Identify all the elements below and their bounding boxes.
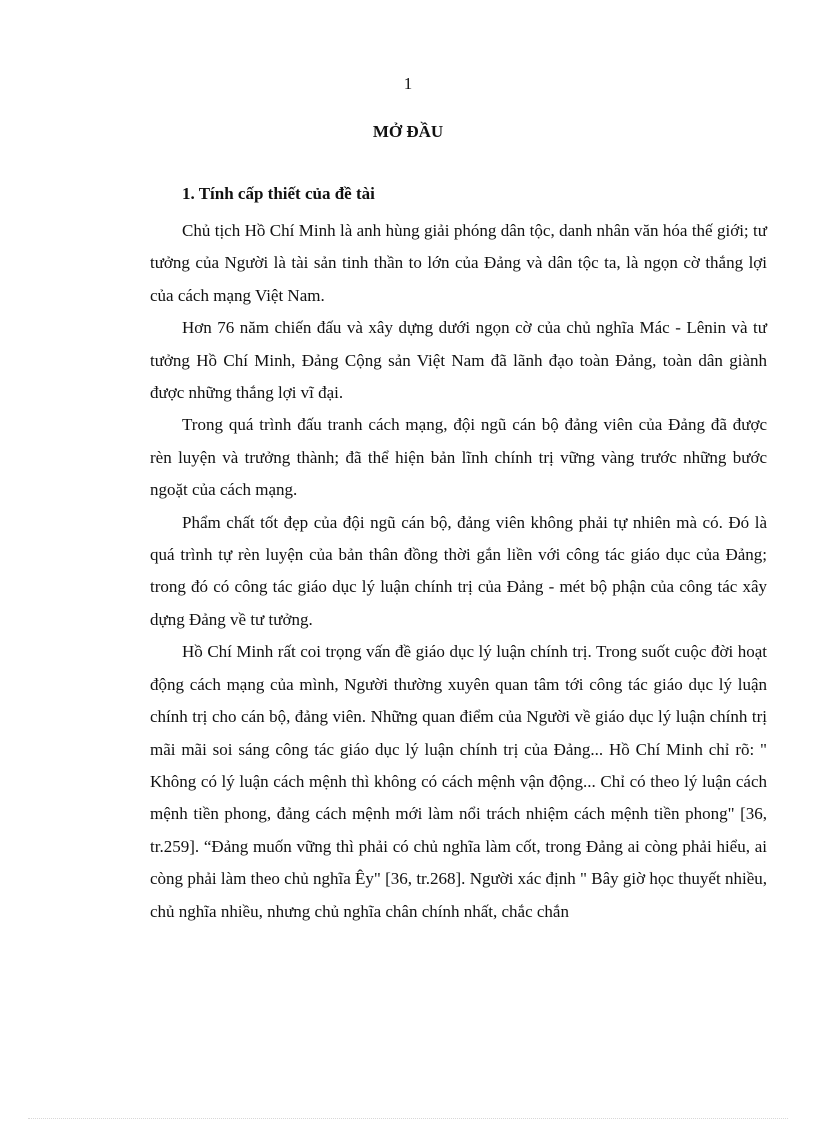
page-bottom-divider (28, 1118, 788, 1119)
paragraph-2: Hơn 76 năm chiến đấu và xây dựng dưới ngọn cờ của chủ nghĩa Mác - Lênin và tư tưởng Hồ Chí Minh, Đảng Cộng sản Việt Nam đã lãnh đạo toàn Đảng, toàn dân giành được những thắng lợi vĩ đại. (150, 318, 767, 403)
page-number: 1 (403, 74, 413, 93)
section-heading: 1. Tính cấp thiết của đề tài (182, 184, 375, 203)
paragraph-1: Chủ tịch Hồ Chí Minh là anh hùng giải phóng dân tộc, danh nhân văn hóa thế giới; tư tưởng của Người là tài sản tinh thần to lớn của Đảng và dân tộc ta, là ngọn cờ thắng lợi của cách mạng Việt Nam. (150, 221, 767, 305)
body-text (150, 215, 767, 928)
paragraph-3: Trong quá trình đấu tranh cách mạng, đội ngũ cán bộ đảng viên của Đảng đã được rèn luyện và trưởng thành; đã thể hiện bản lĩnh chính trị vững vàng trước những bước ngoặt của cách mạng. (150, 415, 767, 500)
document-title: MỞ ĐẦU (372, 122, 444, 141)
paragraph-4: Phẩm chất tốt đẹp của đội ngũ cán bộ, đảng viên không phải tự nhiên mà có. Đó là quá trình tự rèn luyện của bản thân đồng thời gắn liền với công tác giáo dục của Đảng; trong đó có công tác giáo dục lý luận chính trị của Đảng - mét bộ phận của công tác xây dựng Đảng về tư tưởng. (150, 512, 767, 629)
paragraph-5: Hồ Chí Minh rất coi trọng vấn đề giáo dục lý luận chính trị. Trong suốt cuộc đời hoạt động cách mạng của mình, Người thường xuyên quan tâm tới công tác giáo dục lý luận chính trị cho cán bộ, đảng viên. Những quan điểm của Người về giáo dục lý luận chính trị mãi mãi soi sáng công tác giáo dục lý luận chính trị của Đảng... Hồ Chí Minh chỉ rõ: " Không có lý luận cách mệnh thì không có cách mệnh vận động... Chỉ có theo lý luận cách mệnh tiền phong, đảng cách mệnh mới làm nổi trách nhiệm cách mệnh tiền phong" [36, tr.259]. “Đảng muốn vững thì phải có chủ nghĩa làm cốt, trong Đảng ai còng phải hiểu, ai còng phải làm theo chủ nghĩa Êy" [36, tr.268]. Người xác định " Bây giờ học thuyết nhiều, chủ nghĩa nhiều, nhưng chủ nghĩa chân chính nhất, chắc chắn (150, 642, 767, 921)
